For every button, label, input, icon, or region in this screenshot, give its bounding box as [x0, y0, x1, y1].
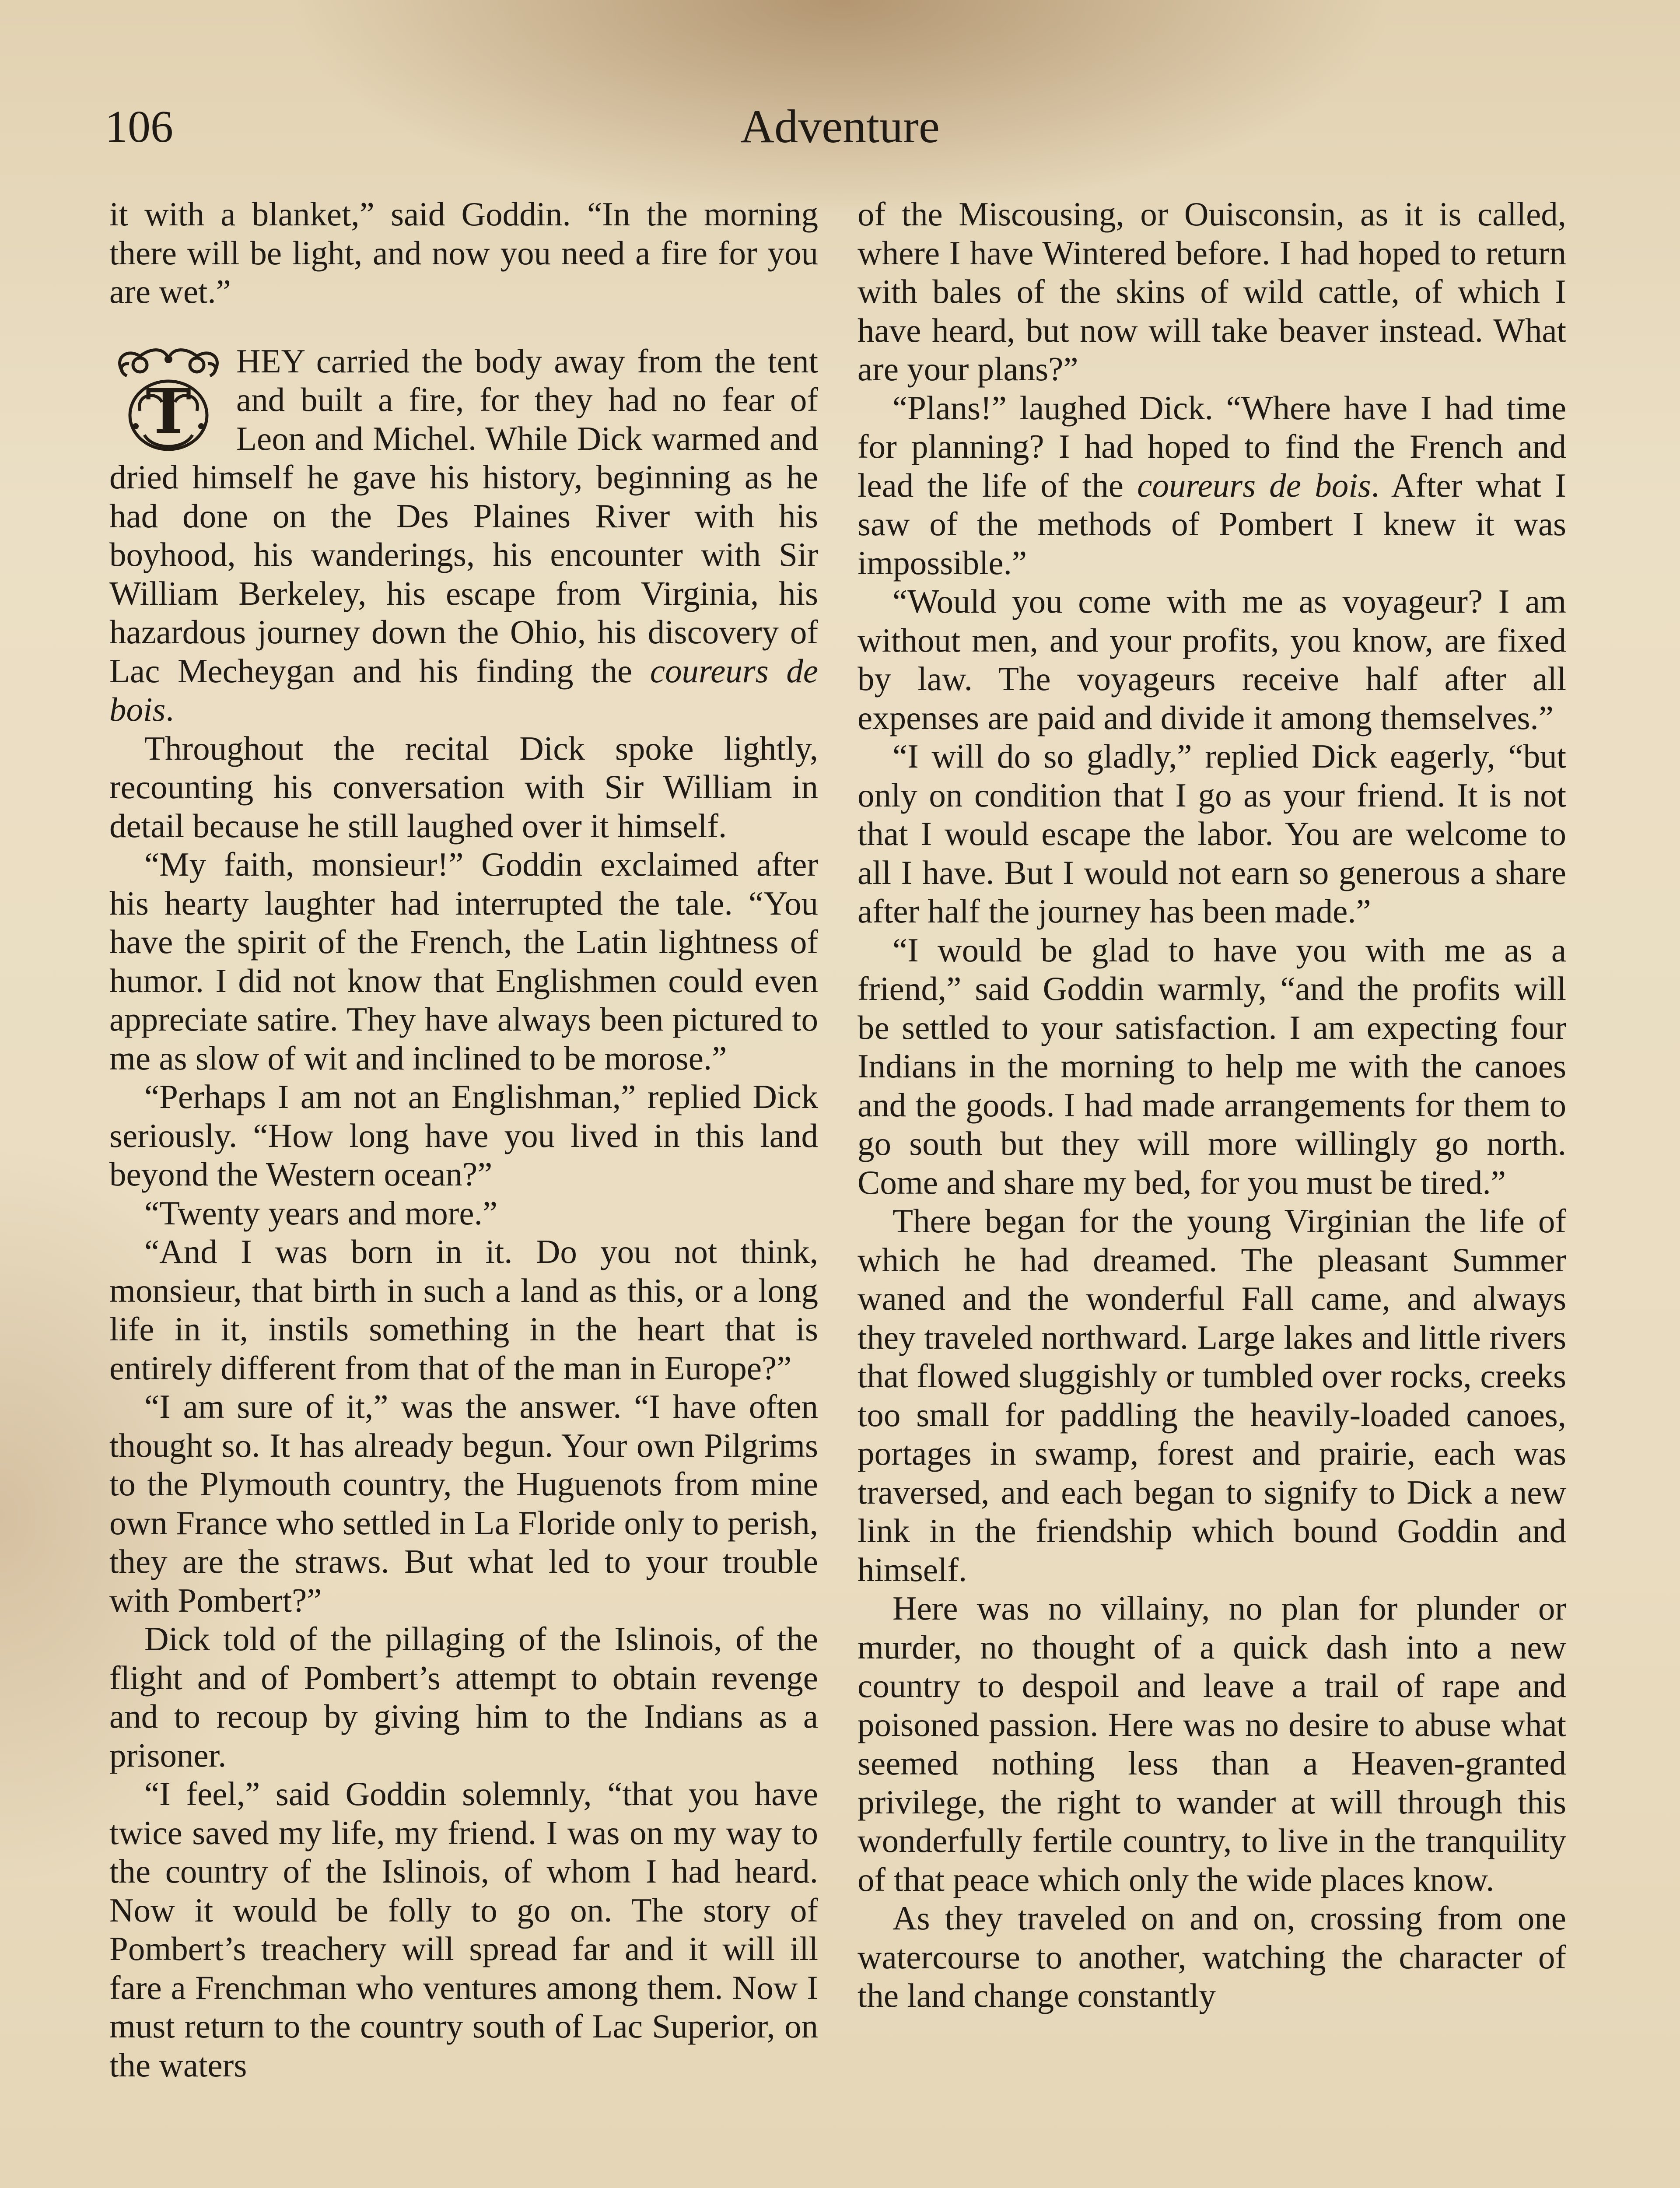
paragraph	[858, 389, 1566, 582]
italic-phrase: coureurs de bois	[109, 652, 818, 728]
ornamental-dropcap-icon	[109, 345, 228, 455]
paragraph: “My faith, monsieur!” Goddin exclaimed after his hearty laughter had interrupted the tale. “You have the spirit of the French, the Latin lightness of humor. I did not know that Englishmen could even appreciate satire. They have always been pictured to me as slow of wit and inclined to be morose.”	[109, 845, 818, 1077]
paragraph: “Would you come with me as voyageur? I am without men, and your profits, you know, are fixed by law. The voyageurs receive half after all expenses are paid and divide it among themselves.”	[858, 582, 1566, 736]
text-column-left	[109, 195, 818, 2084]
paragraph-text: HEY carried the body away from the tent and built a fire, for they had no fear of Leon and Michel. While Dick warmed and dried himself he gave his history, beginning as he had done on the Des Plaines River with his boyhood, his wanderings, his encounter with Sir William Berkeley, his escape from Virginia, his hazardous journey down the Ohio, his discovery of Lac Mecheygan and his finding the	[109, 342, 818, 690]
paragraph: As they traveled on and on, crossing from one watercourse to another, watching the character of the land change constantly	[858, 1899, 1566, 2014]
page-header	[105, 94, 1575, 160]
paragraph: it with a blanket,” said Goddin. “In the morning there will be light, and now you need a fire for you are wet.”	[109, 195, 818, 310]
paragraph: Throughout the recital Dick spoke lightly, recounting his conversation with Sir William in detail because he still laughed over it himself.	[109, 729, 818, 845]
running-head: Adventure	[740, 101, 940, 153]
page-number: 106	[105, 102, 173, 152]
paragraph: Here was no villainy, no plan for plunder or murder, no thought of a quick dash into a new country to despoil and leave a trail of rape and poisoned passion. Here was no desire to abuse what seemed nothing less than a Heaven-granted privilege, the right to wander at will through this wonderfully fertile country, to live in the tranquility of that peace which only the wide places know.	[858, 1589, 1566, 1898]
paragraph: There began for the young Virginian the life of which he had dreamed. The pleasant Summer waned and the wonderful Fall came, and always they traveled northward. Large lakes and little rivers that flowed sluggishly or tumbled over rocks, creeks too small for paddling the heavily-loaded canoes, portages in swamp, forest and prairie, each was traversed, and each began to signify to Dick a new link in the friendship which bound Goddin and himself.	[858, 1202, 1566, 1588]
paragraph-text-end: . After what I saw of the methods of Pombert I knew it was impossible.”	[858, 466, 1566, 582]
paragraph: “And I was born in it. Do you not think, monsieur, that birth in such a land as this, or a long life in it, instils something in the heart that is entirely different from that of the man in Europe?”	[109, 1233, 818, 1387]
paragraph: “I will do so gladly,” replied Dick eagerly, “but only on condition that I go as your friend. It is not that I would escape the labor. You are welcome to all I have. But I would not earn so generous a share after half the journey has been made.”	[858, 737, 1566, 930]
paragraph: “I feel,” said Goddin solemnly, “that you have twice saved my life, my friend. I was on my way to the country of the Islinois, of whom I had heard. Now it would be folly to go on. The story of Pombert’s treachery will spread far and it will ill fare a Frenchman who ventures among them. Now I must return to the country south of Lac Superior, on the waters	[109, 1775, 818, 2084]
paragraph: “I would be glad to have you with me as a friend,” said Goddin warmly, “and the profits will be settled to your satisfaction. I am expecting four Indians in the morning to help me with the canoes and the goods. I had made arrangements for them to go south but they will more willingly go north. Come and share my bed, for you must be tired.”	[858, 931, 1566, 1201]
paragraph: of the Miscousing, or Ouisconsin, as it is called, where I have Wintered before. I had hoped to return with bales of the skins of wild cattle, of which I have heard, but now will take beaver instead. What are your plans?”	[858, 195, 1566, 388]
text-column-right	[858, 195, 1566, 2015]
paragraph: Dick told of the pillaging of the Islinois, of the flight and of Pombert’s attempt to obtain revenge and to recoup by giving him to the Indians as a prisoner.	[109, 1620, 818, 1774]
paragraph-text: “Plans!” laughed Dick. “Where have I had time for planning? I had hoped to find the French and lead the life of the	[858, 389, 1566, 504]
paragraph-text-end: .	[165, 691, 174, 728]
paragraph-dropcap	[109, 342, 818, 729]
paragraph: “Perhaps I am not an Englishman,” replied Dick seriously. “How long have you lived in this land beyond the Western ocean?”	[109, 1078, 818, 1193]
dropcap-letter: T	[145, 375, 192, 448]
paragraph: “I am sure of it,” was the answer. “I have often thought so. It has already begun. Your own Pilgrims to the Plymouth country, the Huguenots from mine own France who settled in La Floride only to perish, they are the straws. But what led to your trouble with Pombert?”	[109, 1388, 818, 1619]
paragraph: “Twenty years and more.”	[144, 1194, 498, 1232]
italic-phrase: coureurs de bois	[1137, 466, 1371, 504]
